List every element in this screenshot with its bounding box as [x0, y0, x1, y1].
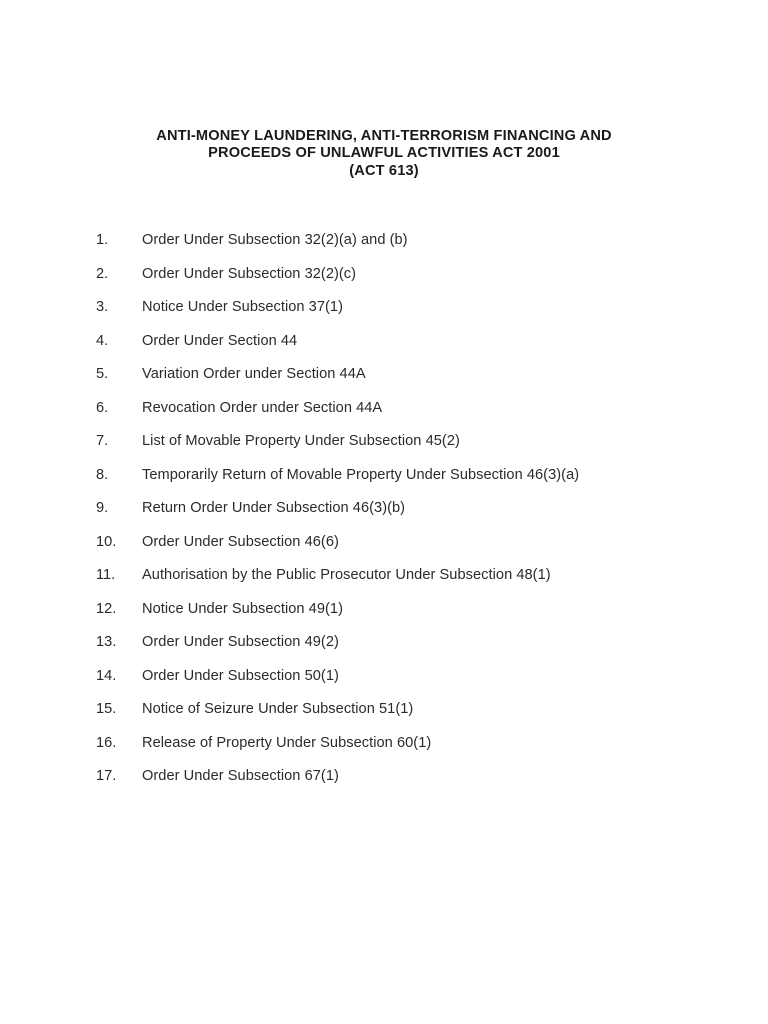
list-item-number: 8. [96, 466, 109, 483]
list-item-number: 16. [96, 734, 117, 751]
list-item [96, 332, 696, 366]
list-item-label: Revocation Order under Section 44A [142, 399, 383, 416]
list-item-label: Order Under Section 44 [142, 332, 298, 349]
list-item-label: Return Order Under Subsection 46(3)(b) [142, 500, 406, 516]
title-line-2: PROCEEDS OF UNLAWFUL ACTIVITIES ACT 2001 [208, 145, 560, 162]
list-item-number: 13. [96, 634, 117, 650]
document-title [96, 128, 672, 180]
list-item-label: Variation Order under Section 44A [142, 366, 366, 382]
list-item-label: List of Movable Property Under Subsection 45(2) [142, 433, 460, 449]
list-item-number: 17. [96, 768, 117, 784]
list-item-number: 6. [96, 399, 109, 416]
list-item-number: 15. [96, 701, 117, 717]
list-item-number: 11. [96, 567, 116, 583]
list-item [96, 298, 696, 332]
list-item-number: 14. [96, 667, 117, 684]
list-item-label: Temporarily Return of Movable Property Under Subsection 46(3)(a) [142, 466, 580, 483]
list-item [96, 399, 696, 433]
list-item [96, 633, 696, 667]
list-item-label: Authorisation by the Public Prosecutor Under Subsection 48(1) [142, 567, 551, 583]
list-item-label: Order Under Subsection 50(1) [142, 667, 339, 684]
list-item-label: Notice Under Subsection 49(1) [142, 600, 344, 617]
title-line-1: ANTI-MONEY LAUNDERING, ANTI-TERRORISM FINANCING AND [156, 128, 612, 144]
list-item-label: Notice Under Subsection 37(1) [142, 299, 344, 315]
list-item-number: 5. [96, 366, 109, 382]
list-item-label: Release of Property Under Subsection 60(1) [142, 734, 432, 751]
list-item [96, 365, 696, 399]
list-item [96, 767, 696, 801]
list-item-number: 9. [96, 500, 109, 516]
list-item-label: Order Under Subsection 32(2)(c) [142, 265, 357, 282]
list-item-number: 4. [96, 332, 109, 349]
schedule-list [96, 231, 696, 801]
list-item [96, 600, 696, 634]
list-item [96, 700, 696, 734]
list-item-number: 3. [96, 299, 109, 315]
list-item [96, 231, 696, 265]
list-item [96, 466, 696, 500]
list-item-number: 10. [96, 533, 117, 550]
list-item-number: 12. [96, 600, 117, 617]
list-item [96, 667, 696, 701]
list-item [96, 734, 696, 768]
list-item [96, 265, 696, 299]
list-item-number: 7. [96, 433, 109, 449]
list-item-number: 2. [96, 265, 109, 282]
list-item-label: Order Under Subsection 46(6) [142, 533, 339, 550]
list-item [96, 533, 696, 567]
list-item [96, 499, 696, 533]
list-item-label: Order Under Subsection 49(2) [142, 634, 339, 650]
list-item-label: Order Under Subsection 32(2)(a) and (b) [142, 232, 408, 248]
title-line-3: (ACT 613) [349, 162, 419, 179]
list-item-label: Order Under Subsection 67(1) [142, 768, 339, 784]
list-item-number: 1. [96, 232, 109, 248]
list-item-label: Notice of Seizure Under Subsection 51(1) [142, 701, 414, 717]
list-item [96, 432, 696, 466]
list-item [96, 566, 696, 600]
